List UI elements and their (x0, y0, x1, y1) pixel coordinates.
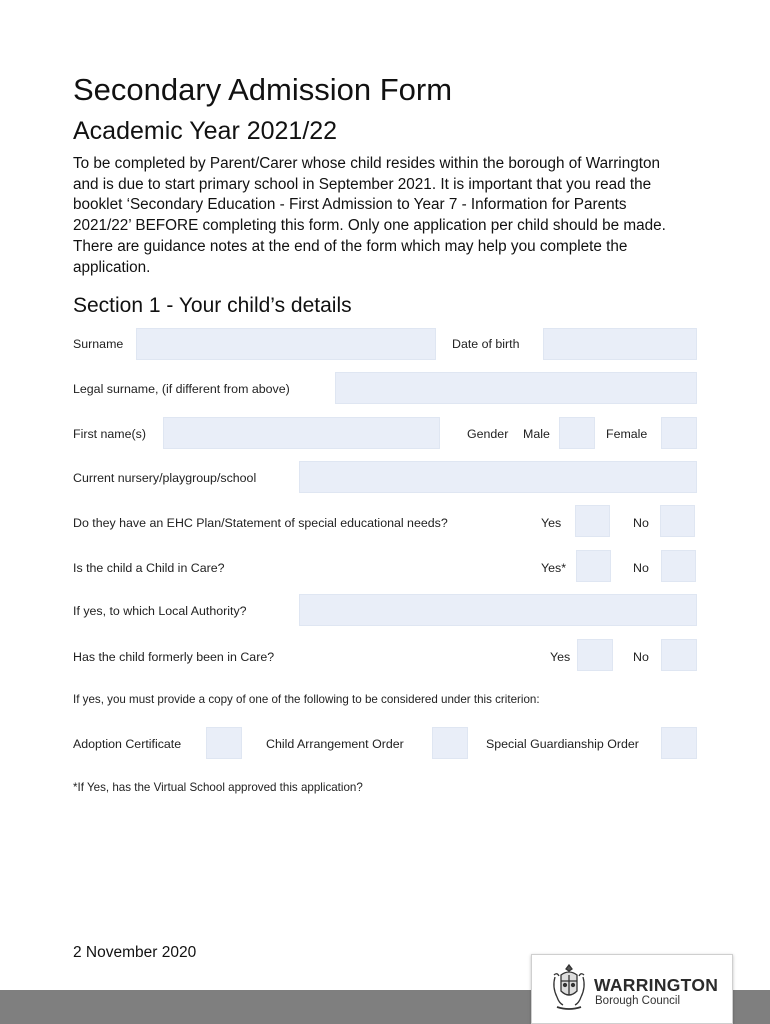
section-heading: Section 1 - Your child’s details (73, 294, 352, 317)
dob-label: Date of birth (452, 337, 520, 351)
former-care-question: Has the child formerly been in Care? (73, 650, 275, 664)
ehc-no-checkbox[interactable] (660, 505, 695, 537)
first-names-field[interactable] (163, 417, 440, 449)
virtual-school-note: *If Yes, has the Virtual School approved this application? (73, 781, 363, 794)
former-no-label: No (633, 650, 649, 664)
ehc-no-label: No (633, 516, 649, 530)
copy-note: If yes, you must provide a copy of one of the following to be considered under this criterion: (73, 693, 540, 706)
logo-name: WARRINGTON (594, 975, 719, 995)
intro-paragraph: To be completed by Parent/Carer whose child resides within the borough of Warrington and is due to start primary school in September 2021. It is important that you read the booklet ‘Secondary Education - First Admission to Year 7 - Information for Parents 2021/22’ BEFORE completing this form. Only one application per child should be made. There are guidance notes at the end of the form which may help you complete the application. (73, 155, 666, 276)
first-names-label: First name(s) (73, 427, 146, 441)
legal-surname-field[interactable] (335, 372, 697, 404)
male-checkbox[interactable] (559, 417, 595, 449)
ehc-question: Do they have an EHC Plan/Statement of special educational needs? (73, 516, 448, 530)
authority-question: If yes, to which Local Authority? (73, 604, 247, 618)
dob-field[interactable] (543, 328, 697, 360)
current-school-label: Current nursery/playgroup/school (73, 471, 257, 485)
footer-date: 2 November 2020 (73, 944, 197, 961)
adoption-label: Adoption Certificate (73, 737, 182, 751)
care-yes-label: Yes* (541, 561, 567, 575)
adoption-checkbox[interactable] (206, 727, 242, 759)
former-no-checkbox[interactable] (661, 639, 697, 671)
academic-year-subtitle: Academic Year 2021/22 (73, 117, 338, 145)
guardianship-label: Special Guardianship Order (486, 737, 639, 751)
ehc-yes-label: Yes (541, 516, 562, 530)
female-checkbox[interactable] (661, 417, 697, 449)
care-yes-checkbox[interactable] (576, 550, 611, 582)
guardianship-checkbox[interactable] (661, 727, 697, 759)
current-school-field[interactable] (299, 461, 697, 493)
ehc-yes-checkbox[interactable] (575, 505, 610, 537)
surname-field[interactable] (136, 328, 436, 360)
care-no-checkbox[interactable] (661, 550, 696, 582)
surname-label: Surname (73, 337, 124, 351)
care-no-label: No (633, 561, 649, 575)
coat-of-arms-icon (549, 963, 589, 1013)
former-yes-checkbox[interactable] (577, 639, 613, 671)
gender-label: Gender (467, 427, 509, 441)
arrangement-checkbox[interactable] (432, 727, 468, 759)
legal-surname-label: Legal surname, (if different from above) (73, 382, 290, 396)
female-label: Female (606, 427, 648, 441)
former-yes-label: Yes (550, 650, 571, 664)
authority-field[interactable] (299, 594, 697, 626)
arrangement-label: Child Arrangement Order (266, 737, 404, 751)
form-title: Secondary Admission Form (73, 72, 453, 107)
male-label: Male (523, 427, 550, 441)
logo-subtitle: Borough Council (595, 995, 681, 1007)
care-question: Is the child a Child in Care? (73, 561, 225, 575)
